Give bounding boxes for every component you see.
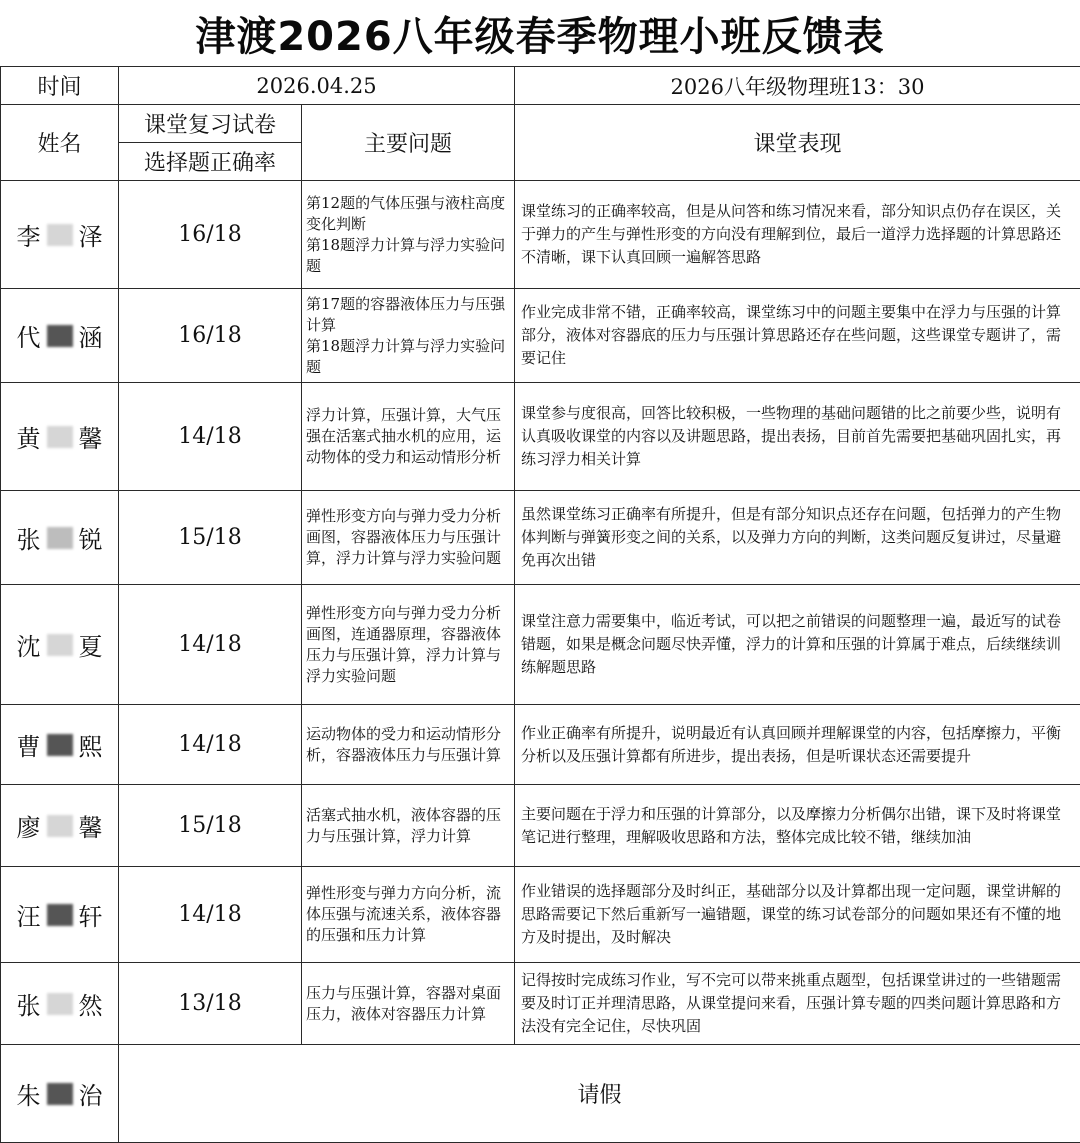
- score-cell: 14/18: [119, 585, 302, 705]
- student-name-cell: [1, 585, 119, 705]
- student-name-cell: [1, 383, 119, 491]
- name-redaction: [47, 734, 73, 756]
- problems-cell: 弹性形变与弹力方向分析，流体压强与流速关系，液体容器的压强和压力计算: [302, 867, 515, 963]
- student-name-last: 泽: [79, 217, 103, 252]
- name-redaction: [47, 325, 73, 347]
- performance-cell: 课堂参与度很高，回答比较积极，一些物理的基础问题错的比之前要少些，说明有认真吸收课堂的内容以及讲题思路，提出表扬，目前首先需要把基础巩固扎实，再练习浮力相关计算: [515, 383, 1080, 491]
- name-redaction: [47, 904, 73, 926]
- student-row: [1, 867, 1080, 963]
- student-name-cell: [1, 867, 119, 963]
- problems-cell: 第12题的气体压强与液柱高度变化判断 第18题浮力计算与浮力实验问题: [302, 181, 515, 289]
- student-name-last: 治: [79, 1076, 103, 1111]
- student-name-first: 廖: [17, 808, 41, 843]
- student-name-cell: [1, 963, 119, 1045]
- performance-cell: 作业完成非常不错，正确率较高，课堂练习中的问题主要集中在浮力与压强的计算部分，液体对容器底的压力与压强计算思路还存在些问题，这些课堂专题讲了，需要记住: [515, 289, 1080, 383]
- problems-cell: 弹性形变方向与弹力受力分析画图，容器液体压力与压强计算，浮力计算与浮力实验问题: [302, 491, 515, 585]
- score-cell: 16/18: [119, 181, 302, 289]
- header-score-bottom: 选择题正确率: [119, 143, 302, 181]
- student-name-first: 张: [17, 986, 41, 1021]
- student-row: [1, 289, 1080, 383]
- header-name: 姓名: [1, 105, 119, 181]
- score-cell: 16/18: [119, 289, 302, 383]
- student-row: [1, 785, 1080, 867]
- problems-cell: 第17题的容器液体压力与压强计算 第18题浮力计算与浮力实验问题: [302, 289, 515, 383]
- student-name-first: 汪: [17, 897, 41, 932]
- name-redaction: [47, 1083, 73, 1105]
- name-redaction: [47, 527, 73, 549]
- header-performance: 课堂表现: [515, 105, 1080, 181]
- student-row: [1, 963, 1080, 1045]
- student-name-last: 馨: [79, 808, 103, 843]
- student-name-cell: [1, 705, 119, 785]
- performance-cell: 虽然课堂练习正确率有所提升，但是有部分知识点还存在问题，包括弹力的产生物体判断与弹簧形变之间的关系，以及弹力方向的判断，这类问题反复讲过，尽量避免再次出错: [515, 491, 1080, 585]
- performance-cell: 记得按时完成练习作业，写不完可以带来挑重点题型，包括课堂讲过的一些错题需要及时订正并理清思路，从课堂提问来看，压强计算专题的四类问题计算思路和方法没有完全记住，尽快巩固: [515, 963, 1080, 1045]
- performance-cell: 主要问题在于浮力和压强的计算部分，以及摩擦力分析偶尔出错，课下及时将课堂笔记进行整理，理解吸收思路和方法，整体完成比较不错，继续加油: [515, 785, 1080, 867]
- student-row: [1, 585, 1080, 705]
- student-row: [1, 705, 1080, 785]
- performance-cell: 课堂练习的正确率较高，但是从问答和练习情况来看，部分知识点仍存在误区，关于弹力的产生与弹性形变的方向没有理解到位，最后一道浮力选择题的计算思路还不清晰，课下认真回顾一遍解答思路: [515, 181, 1080, 289]
- name-redaction: [47, 993, 73, 1015]
- date-cell: 2026.04.25: [119, 67, 515, 105]
- student-name-first: 李: [17, 217, 41, 252]
- header-row-top: [1, 105, 1080, 143]
- student-name-last: 夏: [79, 627, 103, 662]
- student-name-last: 然: [79, 986, 103, 1021]
- student-name-cell: [1, 1045, 119, 1143]
- performance-cell: 作业错误的选择题部分及时纠正，基础部分以及计算都出现一定问题，课堂讲解的思路需要记下然后重新写一遍错题，课堂的练习试卷部分的问题如果还有不懂的地方及时提出，及时解决: [515, 867, 1080, 963]
- score-cell: 14/18: [119, 705, 302, 785]
- score-cell: 14/18: [119, 383, 302, 491]
- student-name-first: 沈: [17, 627, 41, 662]
- student-name-cell: [1, 785, 119, 867]
- problems-cell: 活塞式抽水机，液体容器的压力与压强计算，浮力计算: [302, 785, 515, 867]
- page-title: 津渡2026八年级春季物理小班反馈表: [0, 0, 1080, 66]
- time-label: 时间: [1, 67, 119, 105]
- student-name-last: 馨: [79, 419, 103, 454]
- student-name-cell: [1, 491, 119, 585]
- name-redaction: [47, 815, 73, 837]
- student-name-last: 轩: [79, 897, 103, 932]
- info-row: [1, 67, 1080, 105]
- leave-row: [1, 1045, 1080, 1143]
- name-redaction: [47, 426, 73, 448]
- student-name-last: 锐: [79, 520, 103, 555]
- leave-note: 请假: [119, 1045, 1080, 1143]
- student-name-first: 代: [17, 318, 41, 353]
- name-redaction: [47, 634, 73, 656]
- student-row: [1, 491, 1080, 585]
- name-redaction: [47, 224, 73, 246]
- problems-cell: 压力与压强计算，容器对桌面压力，液体对容器压力计算: [302, 963, 515, 1045]
- student-name-first: 张: [17, 520, 41, 555]
- student-name-last: 涵: [79, 318, 103, 353]
- student-name-first: 朱: [17, 1076, 41, 1111]
- student-name-first: 曹: [17, 727, 41, 762]
- score-cell: 15/18: [119, 785, 302, 867]
- header-score-top: 课堂复习试卷: [119, 105, 302, 143]
- score-cell: 13/18: [119, 963, 302, 1045]
- score-cell: 15/18: [119, 491, 302, 585]
- student-name-last: 熙: [79, 727, 103, 762]
- problems-cell: 浮力计算，压强计算，大气压强在活塞式抽水机的应用，运动物体的受力和运动情形分析: [302, 383, 515, 491]
- feedback-table: [0, 66, 1080, 1143]
- student-name-first: 黄: [17, 419, 41, 454]
- student-name-cell: [1, 289, 119, 383]
- problems-cell: 弹性形变方向与弹力受力分析画图，连通器原理，容器液体压力与压强计算，浮力计算与浮力实验问题: [302, 585, 515, 705]
- class-name-cell: 2026八年级物理班13：30: [515, 67, 1080, 105]
- problems-cell: 运动物体的受力和运动情形分析，容器液体压力与压强计算: [302, 705, 515, 785]
- student-row: [1, 383, 1080, 491]
- header-problems: 主要问题: [302, 105, 515, 181]
- student-row: [1, 181, 1080, 289]
- score-cell: 14/18: [119, 867, 302, 963]
- student-name-cell: [1, 181, 119, 289]
- performance-cell: 作业正确率有所提升，说明最近有认真回顾并理解课堂的内容，包括摩擦力，平衡分析以及压强计算都有所进步，提出表扬，但是听课状态还需要提升: [515, 705, 1080, 785]
- performance-cell: 课堂注意力需要集中，临近考试，可以把之前错误的问题整理一遍，最近写的试卷错题，如果是概念问题尽快弄懂，浮力的计算和压强的计算属于难点，后续继续训练解题思路: [515, 585, 1080, 705]
